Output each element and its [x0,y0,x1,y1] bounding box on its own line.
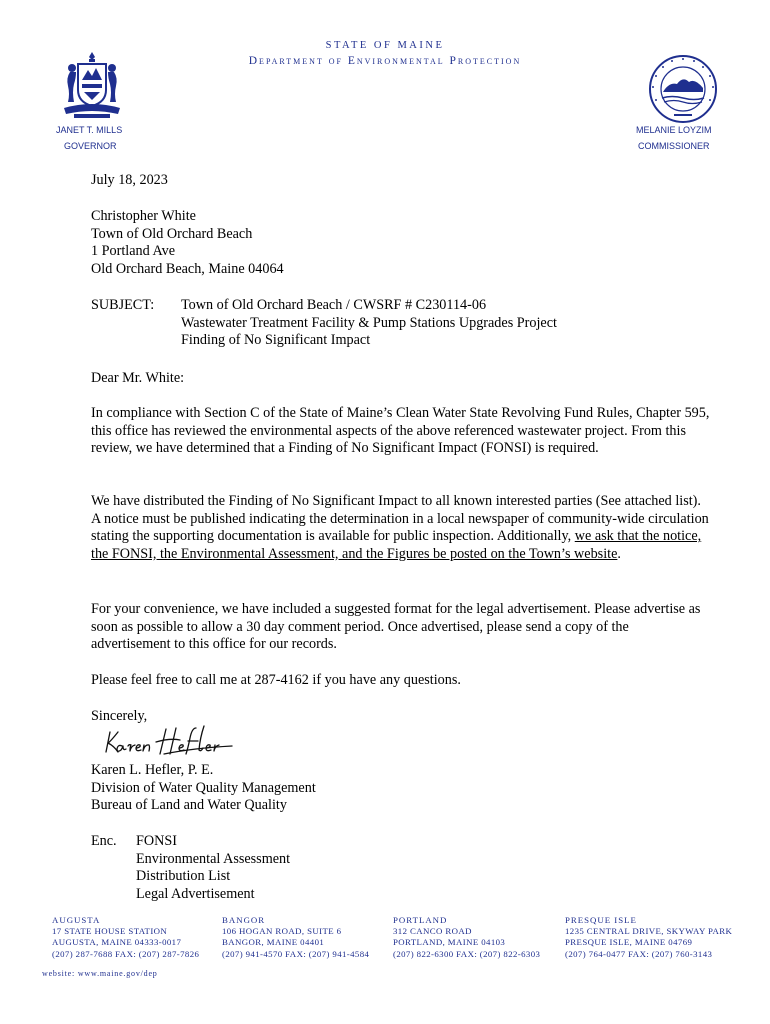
state-heading: STATE OF MAINE [325,40,445,51]
office-phone: (207) 822-6300 FAX: (207) 822-6303 [393,948,541,959]
paragraph-distribution-text: We have distributed the Finding of No Significant Impact to all known interested parties (See attached list). A notice must be published indicating the determination in a local newspaper of community-wide circulation stating the supporting documentation is available for public inspection. Additionally, [91,493,709,545]
office-city: PRESQUE ISLE [565,915,637,925]
state-seal-icon [60,50,124,120]
commissioner-title: COMMISSIONER [638,141,710,151]
signer-name: Karen L. Hefler, P. E. [91,762,214,778]
paragraph-contact: Please feel free to call me at 287-4162 if you have any questions. [91,672,461,688]
office-city: PORTLAND [393,915,448,925]
department-heading: Department of Environmental Protection [248,55,522,67]
subject-line: Town of Old Orchard Beach / CWSRF # C230114-06 [181,297,487,313]
recipient-city: Old Orchard Beach, Maine 04064 [91,260,284,277]
signer-bureau: Bureau of Land and Water Quality [91,797,287,814]
paragraph-distribution-end: . [617,545,621,562]
commissioner-name: MELANIE LOYZIM [636,125,712,135]
website-posting-request: we ask that the notice, the FONSI, the Environmental Assessment, and the Figures be posted on the Town’s website [91,528,702,562]
subject-block [181,297,557,350]
recipient-org: Town of Old Orchard Beach [91,225,253,242]
closing: Sincerely, [91,708,148,724]
signer-division: Division of Water Quality Management [91,779,316,796]
subject-label: SUBJECT: [91,297,155,313]
governor-title: GOVERNOR [64,141,117,151]
governor-name: JANET T. MILLS [56,125,123,135]
enclosure-item: Legal Advertisement [136,885,255,902]
office-line1: 312 CANCO ROAD [393,926,472,937]
signature-image [104,724,234,758]
recipient-address [91,208,284,278]
footer-office-portland [393,915,540,960]
office-line2: AUGUSTA, MAINE 04333-0017 [52,937,182,948]
enclosure-item: Environmental Assessment [136,850,291,867]
office-phone: (207) 764-0477 FAX: (207) 760-3143 [565,948,713,959]
office-line1: 1235 CENTRAL DRIVE, SKYWAY PARK [565,926,733,937]
office-phone: (207) 941-4570 FAX: (207) 941-4584 [222,948,370,959]
subject-line: Finding of No Significant Impact [181,332,371,349]
office-line2: BANGOR, MAINE 04401 [222,937,325,948]
enclosure-item: FONSI [136,833,177,849]
paragraph-advertisement: For your convenience, we have included a suggested format for the legal advertisement. Please advertise as soon as possible to allow a 30 day comment period. Once advertised, please send a copy of the advertisement to this office for our records. [91,601,701,653]
paragraph-distribution [91,493,711,563]
letter-date: July 18, 2023 [91,172,168,188]
office-line2: PORTLAND, MAINE 04103 [393,937,506,948]
footer-office-augusta [52,915,199,960]
enclosure-label: Enc. [91,833,117,849]
subject-line: Wastewater Treatment Facility & Pump Stations Upgrades Project [181,314,557,331]
footer-website[interactable]: website: www.maine.gov/dep [42,969,158,978]
salutation: Dear Mr. White: [91,370,185,386]
footer-office-bangor [222,915,369,960]
enclosure-item: Distribution List [136,868,231,885]
office-line2: PRESQUE ISLE, MAINE 04769 [565,937,693,948]
office-city: AUGUSTA [52,915,101,925]
recipient-name: Christopher White [91,208,196,224]
signer-block [91,762,316,815]
office-city: BANGOR [222,915,266,925]
dep-seal-icon [648,54,718,124]
office-phone: (207) 287-7688 FAX: (207) 287-7826 [52,948,200,959]
office-line1: 17 STATE HOUSE STATION [52,926,168,937]
office-line1: 106 HOGAN ROAD, SUITE 6 [222,926,342,937]
recipient-street: 1 Portland Ave [91,243,176,260]
enclosure-list [136,833,290,903]
paragraph-compliance: In compliance with Section C of the State of Maine’s Clean Water State Revolving Fund Rules, Chapter 595, this office has reviewed the environmental aspects of the above referenced wastewater project. From this review, we have determined that a Finding of No Significant Impact (FONSI) is required. [91,405,710,457]
footer-office-presque-isle [565,915,732,960]
